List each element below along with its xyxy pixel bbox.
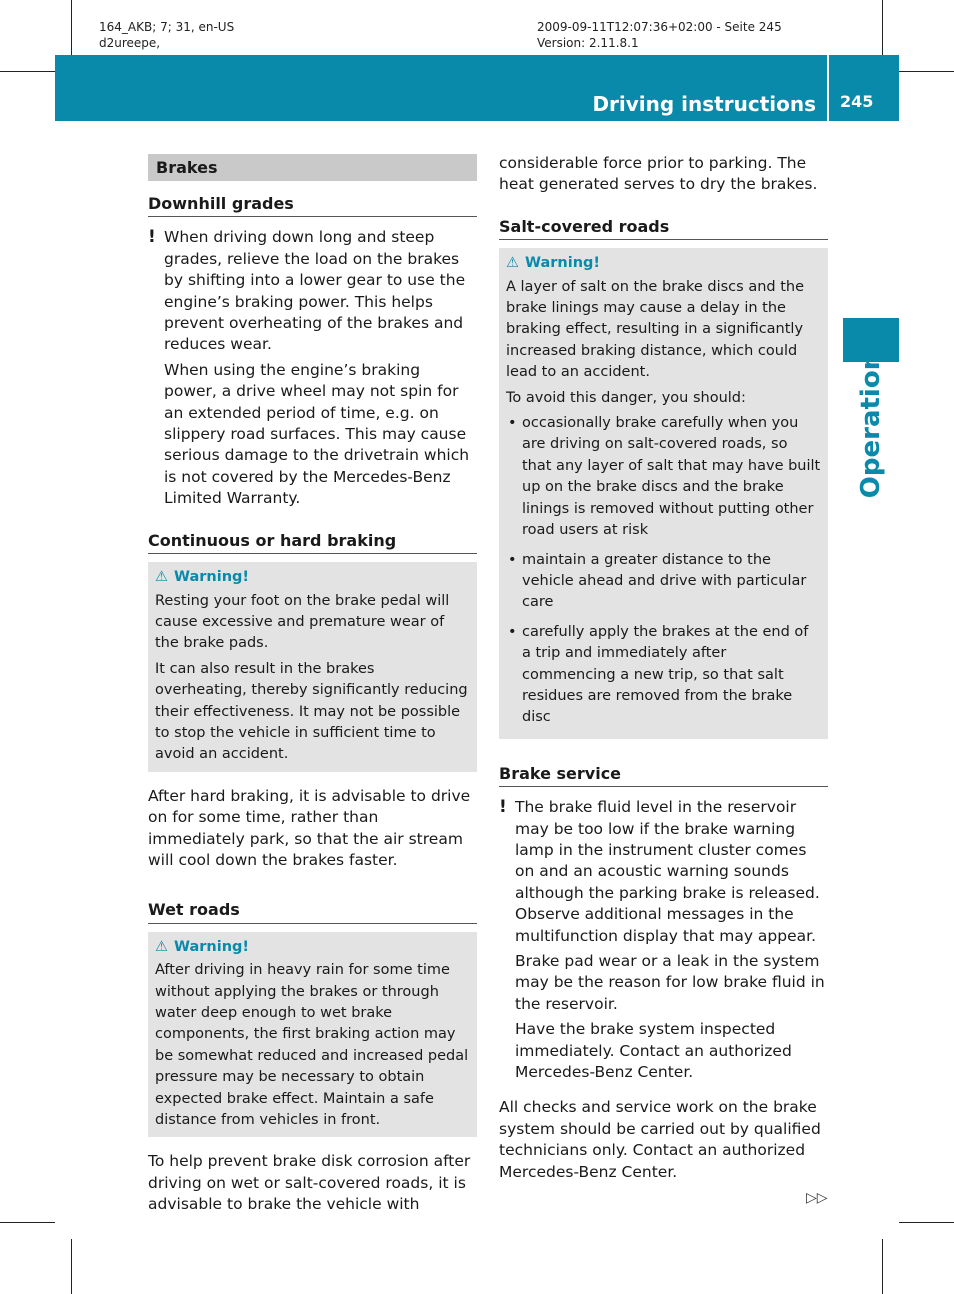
warning-header bbox=[155, 937, 470, 958]
crop-mark bbox=[899, 1222, 954, 1223]
crop-mark bbox=[899, 71, 954, 72]
heading-brake-service: Brake service bbox=[499, 763, 828, 787]
warning-header bbox=[155, 567, 470, 588]
list-item: • maintain a greater distance to the vehicle ahead and drive with particular care bbox=[506, 550, 821, 614]
exclamation-icon: ! bbox=[499, 797, 507, 818]
warning-triangle-icon: ⚠ bbox=[506, 255, 519, 272]
warning-paragraph: It can also result in the brakes overheating, thereby significantly reducing their effectiveness. It may not be possible to stop the vehicle in sufficient time to avoid an accident. bbox=[155, 660, 468, 763]
print-meta-right-line2: Version: 2.11.8.1 bbox=[537, 36, 639, 50]
note-paragraph: The brake fluid level in the reservoir may be too low if the brake warning lamp in the instrument cluster comes on and an acoustic warning sounds although the parking brake is released. Observe additional messages in the multifunction display that may appear. bbox=[515, 798, 820, 945]
paragraph-brake-corrosion: To help prevent brake disk corrosion after driving on wet or salt-covered roads, it is advisable to brake the vehicle with bbox=[148, 1152, 471, 1214]
exclamation-icon: ! bbox=[148, 227, 156, 248]
right-column bbox=[499, 153, 828, 1197]
note-paragraph: When driving down long and steep grades, relieve the load on the brakes by shifting into a lower gear to use the engine’s braking power. This helps prevent overheating of the brakes and reduces wear. bbox=[164, 228, 466, 354]
paragraph-after-hard-braking: After hard braking, it is advisable to drive on for some time, rather than immediately park, so that the air stream will cool down the brakes faster. bbox=[148, 786, 471, 869]
heading-downhill-grades: Downhill grades bbox=[148, 193, 477, 217]
paragraph-continued: considerable force prior to parking. The heat generated serves to dry the brakes. bbox=[499, 154, 818, 194]
print-meta-left-line1: 164_AKB; 7; 31, en-US bbox=[99, 20, 235, 34]
heading-continuous-braking: Continuous or hard braking bbox=[148, 530, 477, 554]
section-title: Brakes bbox=[148, 154, 477, 181]
list-item: • occasionally brake carefully when you are driving on salt-covered roads, so that any layer of salt that may have built up on the brake discs and the brake linings is removed without putting other road users at risk bbox=[506, 413, 821, 541]
warning-label: Warning! bbox=[174, 938, 250, 955]
warning-label: Warning! bbox=[525, 255, 601, 272]
note-brake-service bbox=[499, 797, 828, 1083]
crop-mark bbox=[0, 1222, 55, 1223]
print-meta-left-line2: d2ureepe, bbox=[99, 36, 161, 50]
note-paragraph: Have the brake system inspected immediately. Contact an authorized Mercedes-Benz Center. bbox=[515, 1020, 792, 1082]
paragraph-service-checks: All checks and service work on the brake system should be carried out by qualified technicians only. Contact an authorized Mercedes-Benz Center. bbox=[499, 1098, 821, 1181]
warning-header bbox=[506, 253, 821, 274]
page-number: 245 bbox=[840, 92, 874, 111]
warning-label: Warning! bbox=[174, 569, 250, 586]
list-item: • carefully apply the brakes at the end of a trip and immediately after commencing a new trip, so that salt residues are removed from the brake disc bbox=[506, 622, 821, 729]
note-paragraph: Brake pad wear or a leak in the system may be the reason for low brake fluid in the reservoir. bbox=[515, 952, 825, 1013]
warning-bullet-list bbox=[506, 413, 821, 729]
warning-box-continuous bbox=[148, 562, 477, 772]
warning-paragraph: After driving in heavy rain for some time without applying the brakes or through water deep enough to wet brake components, the first braking action may be somewhat reduced and increased pedal pressure may be necessary to obtain expected brake effect. Maintain a safe distance from vehicles in front. bbox=[155, 962, 469, 1129]
left-column bbox=[148, 154, 477, 1230]
crop-mark bbox=[71, 0, 72, 55]
print-meta-right-line1: 2009-09-11T12:07:36+02:00 - Seite 245 bbox=[537, 20, 782, 34]
warning-box-salt bbox=[499, 248, 828, 739]
warning-triangle-icon: ⚠ bbox=[155, 569, 168, 586]
continue-arrows-icon: ▷▷ bbox=[806, 1190, 828, 1206]
note-downhill bbox=[148, 227, 477, 509]
side-section-label: Operation bbox=[856, 351, 886, 499]
crop-mark bbox=[882, 1239, 883, 1294]
note-paragraph: When using the engine’s braking power, a drive wheel may not spin for an extended period of time, e.g. on slippery road surfaces. This may cause serious damage to the drivetrain which is not covered by the Mercedes-Benz Limited Warranty. bbox=[164, 360, 470, 508]
warning-paragraph: Resting your foot on the brake pedal will cause excessive and premature wear of the brake pads. bbox=[155, 592, 450, 652]
warning-paragraph: A layer of salt on the brake discs and the brake linings may cause a delay in the braking effect, resulting in a significantly increased braking distance, which could lead to an accident. bbox=[506, 278, 805, 381]
heading-wet-roads: Wet roads bbox=[148, 899, 477, 923]
warning-box-wet bbox=[148, 932, 477, 1138]
header-title: Driving instructions bbox=[592, 92, 816, 116]
print-meta-right bbox=[537, 19, 782, 51]
warning-intro: To avoid this danger, you should: bbox=[506, 389, 746, 406]
crop-mark bbox=[0, 71, 55, 72]
header-divider bbox=[827, 55, 829, 121]
crop-mark bbox=[882, 0, 883, 55]
warning-triangle-icon: ⚠ bbox=[155, 938, 168, 955]
print-meta-left bbox=[99, 19, 234, 51]
crop-mark bbox=[71, 1239, 72, 1294]
heading-salt-covered-roads: Salt-covered roads bbox=[499, 216, 828, 240]
